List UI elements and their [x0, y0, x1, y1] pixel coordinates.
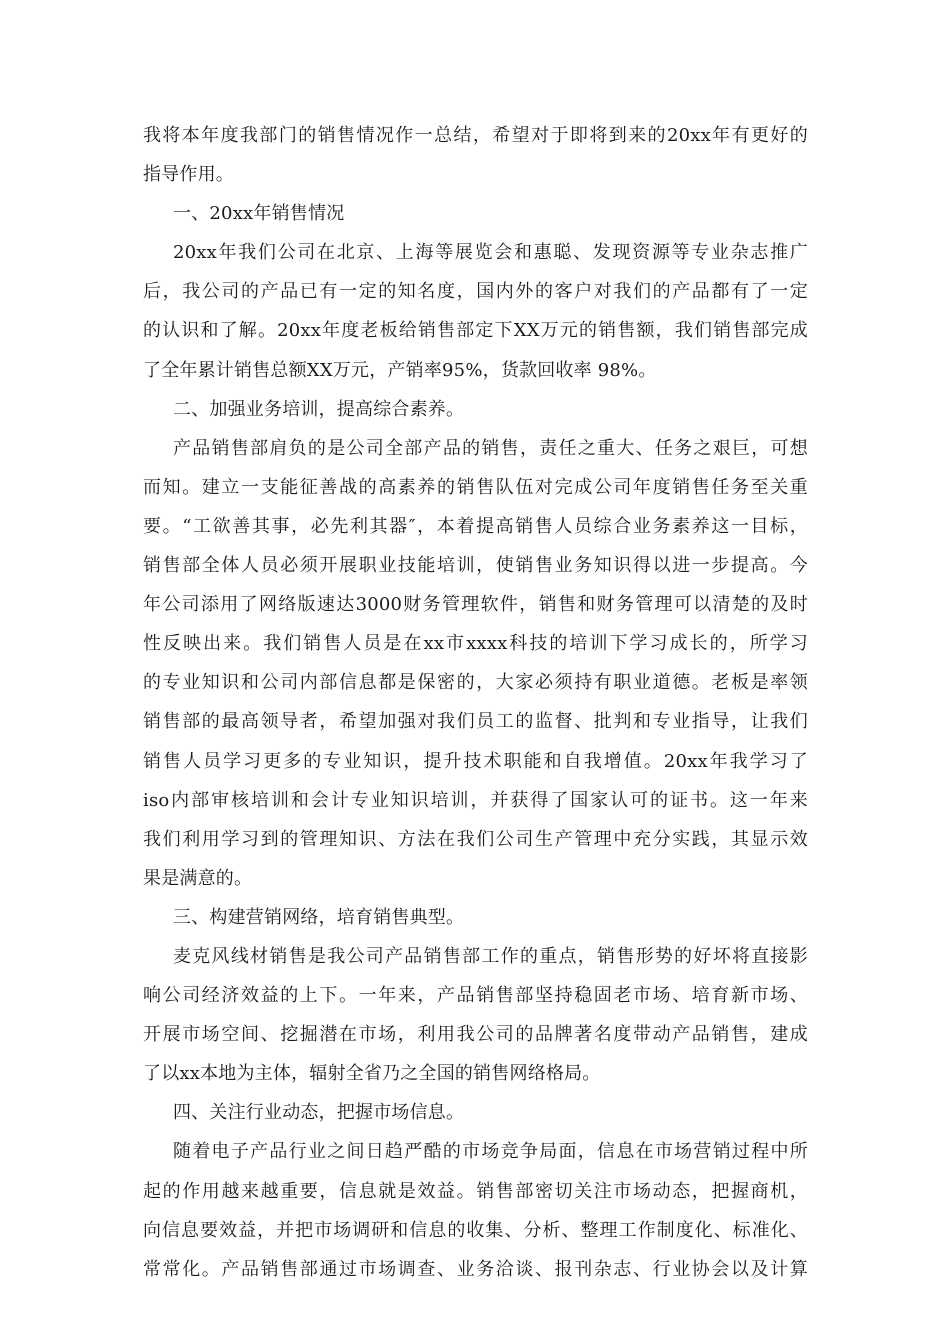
text-line: 果是满意的。 [143, 867, 253, 889]
text-line: 的认识和了解。20xx年度老板给销售部定下XX万元的销售额，我们销售部完成 [143, 320, 808, 342]
text-line: 四、关注行业动态，把握市场信息。 [173, 1102, 465, 1124]
text-line: 而知。建立一支能征善战的高素养的销售队伍对完成公司年度销售任务至关重 [143, 476, 808, 498]
text-line: 二、加强业务培训，提高综合素养。 [173, 398, 465, 420]
text-line: 销售部的最高领导者，希望加强对我们员工的监督、批判和专业指导，让我们 [143, 711, 808, 733]
text-line: 我们利用学习到的管理知识、方法在我们公司生产管理中充分实践，其显示效 [143, 828, 808, 850]
text-line: 开展市场空间、挖掘潜在市场，利用我公司的品牌著名度带动产品销售，建成 [143, 1024, 808, 1046]
text-line: 随着电子产品行业之间日趋严酷的市场竞争局面，信息在市场营销过程中所 [173, 1141, 808, 1163]
text-line: iso内部审核培训和会计专业知识培训，并获得了国家认可的证书。这一年来 [143, 789, 808, 811]
text-line: 要。“工欲善其事，必先利其器″，本着提高销售人员综合业务素养这一目标， [143, 515, 808, 537]
text-line: 性反映出来。我们销售人员是在xx市xxxx科技的培训下学习成长的，所学习 [143, 633, 808, 655]
text-line: 向信息要效益，并把市场调研和信息的收集、分析、整理工作制度化、标准化、 [143, 1219, 808, 1241]
text-line: 的专业知识和公司内部信息都是保密的，大家必须持有职业道德。老板是率领 [143, 672, 808, 694]
document-body [143, 116, 808, 1289]
text-line: 三、构建营销网络，培育销售典型。 [173, 906, 465, 928]
text-line: 了全年累计销售总额XX万元，产销率95%，货款回收率 98%。 [143, 359, 657, 381]
text-line: 一、20xx年销售情况 [173, 203, 345, 225]
text-line: 麦克风线材销售是我公司产品销售部工作的重点，销售形势的好坏将直接影 [173, 945, 808, 967]
text-line: 我将本年度我部门的销售情况作一总结，希望对于即将到来的20xx年有更好的 [143, 125, 808, 146]
text-line: 年公司添用了网络版速达3000财务管理软件，销售和财务管理可以清楚的及时 [143, 594, 808, 616]
text-line: 响公司经济效益的上下。一年来，产品销售部坚持稳固老市场、培育新市场、 [143, 985, 808, 1007]
text-line: 销售部全体人员必须开展职业技能培训，使销售业务知识得以进一步提高。今 [143, 555, 808, 577]
text-line: 常常化。产品销售部通过市场调查、业务洽谈、报刊杂志、行业协会以及计算 [143, 1258, 808, 1280]
text-line: 20xx年我们公司在北京、上海等展览会和惠聪、发现资源等专业杂志推广 [173, 242, 808, 264]
text-line: 后，我公司的产品已有一定的知名度，国内外的客户对我们的产品都有了一定 [143, 281, 808, 303]
text-line: 了以xx本地为主体，辐射全省乃之全国的销售网络格局。 [143, 1063, 601, 1085]
text-line: 销售人员学习更多的专业知识，提升技术职能和自我增值。20xx年我学习了 [143, 750, 808, 772]
text-line: 指导作用。 [143, 164, 234, 186]
text-line: 起的作用越来越重要，信息就是效益。销售部密切关注市场动态，把握商机， [143, 1180, 808, 1202]
text-line: 产品销售部肩负的是公司全部产品的销售，责任之重大、任务之艰巨，可想 [173, 437, 808, 459]
